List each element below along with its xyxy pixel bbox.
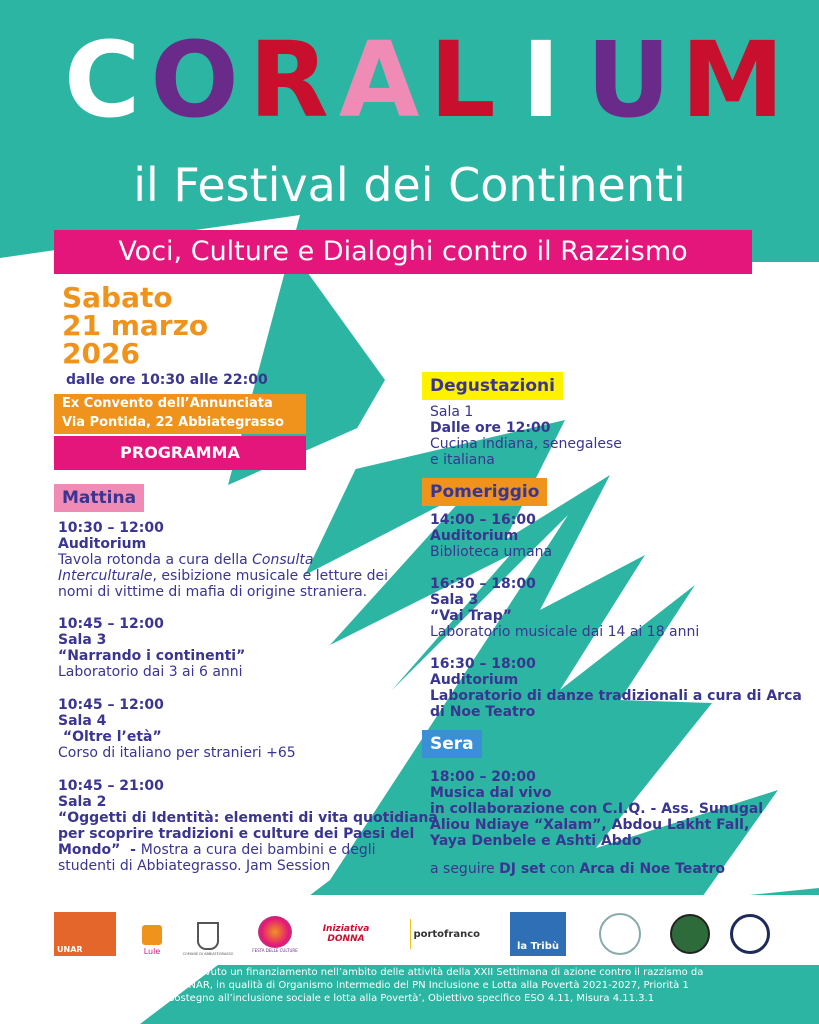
- title-letter: R: [248, 19, 333, 141]
- event-time: Dalle ore 12:00: [430, 420, 551, 436]
- sera-event: [430, 769, 763, 849]
- desc-italic: Interculturale: [58, 568, 153, 584]
- mattina-event-3: [58, 697, 296, 761]
- portofranco-logo-text: portofranco: [413, 928, 480, 940]
- venue-address: Via Pontida, 22 Abbiategrasso: [62, 415, 284, 430]
- dj-set-label: DJ set: [499, 861, 546, 877]
- festival-subtitle: il Festival dei Continenti: [133, 158, 686, 212]
- after-text: con: [545, 861, 580, 877]
- event-time: 16:30 – 18:00: [430, 576, 536, 592]
- iniziativa-donna-logo: [318, 912, 374, 956]
- event-place: Auditorium: [430, 672, 519, 688]
- venue-text: [62, 394, 284, 432]
- after-text: a seguire: [430, 861, 500, 877]
- event-description: Cucina indiana, senegalese: [430, 436, 622, 452]
- event-title: Musica dal vivo: [430, 785, 552, 801]
- event-time: 10:45 – 12:00: [58, 697, 164, 713]
- green-circle-logo: [668, 912, 712, 956]
- event-time: 10:45 – 12:00: [58, 616, 164, 632]
- lule-icon: [142, 925, 162, 945]
- event-title: “Oggetti di Identità: elementi di vita quotidiana: [58, 810, 438, 826]
- festa-logo-text: FESTA DELLE CULTURE: [252, 947, 298, 953]
- desc-italic: Consulta: [252, 552, 314, 568]
- title-part: Mondo” -: [58, 842, 141, 858]
- sera-header: Sera: [422, 730, 482, 758]
- title-letter: U: [586, 19, 675, 141]
- comune-logo: [182, 912, 234, 956]
- date-weekday: Sabato: [62, 281, 173, 314]
- desc-part: Mostra a cura dei bambini e degli: [140, 842, 376, 858]
- event-description: in collaborazione con C.I.Q. - Ass. Sunugal: [430, 801, 764, 817]
- date-year: 2026: [62, 337, 140, 370]
- event-description: Aliou Ndiaye “Xalam”, Abdou Lakht Fall,: [430, 817, 750, 833]
- navy-circle-logo: [730, 912, 770, 956]
- tagline-text: Voci, Culture e Dialoghi contro il Razzismo: [118, 236, 688, 267]
- la-tribu-logo-text: la Tribù: [516, 941, 560, 952]
- event-place: Sala 3: [58, 632, 107, 648]
- title-letter: M: [680, 19, 789, 141]
- event-title: di Noe Teatro: [430, 704, 536, 720]
- event-description: nomi di vittime di mafia di origine straniera.: [58, 584, 368, 600]
- event-place: Auditorium: [58, 536, 147, 552]
- funding-disclaimer: [0, 966, 819, 1005]
- event-description: Laboratorio musicale dai 14 ai 18 anni: [430, 624, 700, 640]
- mattina-header: Mattina: [54, 484, 144, 512]
- degustazioni-header: Degustazioni: [422, 372, 563, 400]
- event-place: Sala 2: [58, 794, 107, 810]
- degustazioni-event: [430, 404, 622, 468]
- title-letter: O: [150, 19, 243, 141]
- unar-logo-text: UNAR: [57, 945, 83, 954]
- event-description: Yaya Denbele e Ashti Abdo: [430, 833, 642, 849]
- mattina-event-1: [58, 520, 388, 600]
- comune-logo-text: COMUNE DI ABBIATEGRASSO: [182, 952, 234, 956]
- event-title: per scoprire tradizioni e culture dei Paesi del: [58, 826, 415, 842]
- dj-set-host: Arca di Noe Teatro: [579, 861, 725, 877]
- event-time: 10:45 – 21:00: [58, 778, 164, 794]
- event-place: Sala 4: [58, 713, 107, 729]
- wreath-icon: [599, 913, 641, 955]
- desc-part: , esibizione musicale e letture dei: [152, 568, 388, 584]
- disclaimer-line: parte dell’UNAR, in qualità di Organismo Intermedio del PN Inclusione e Lotta alla Povertà 2021-2027, Priorità 1: [130, 980, 689, 991]
- title-letter: L: [429, 19, 500, 141]
- pomeriggio-event-1: [430, 512, 552, 560]
- venue-name: Ex Convento dell’Annunciata: [62, 396, 273, 411]
- event-description: [58, 552, 388, 568]
- activities-line: INTERCULTURALE, CIBO E ASSAGGI DAL MONDO,: [408, 309, 748, 324]
- event-title-line: [58, 842, 438, 858]
- sera-after: [430, 861, 725, 877]
- disclaimer-line: Il progetto ha ricevuto un finanziamento nell’ambito delle attività della XXII Settimana di azione contro il razzismo da: [115, 967, 704, 978]
- festa-culture-logo: [250, 912, 300, 956]
- navy-seal-icon: [730, 914, 770, 954]
- activities-line: CONCERTI, LABORATORI, TAVOLA ROTONDA: [408, 291, 715, 306]
- pomeriggio-event-2: [430, 576, 699, 640]
- festival-title: [64, 19, 794, 141]
- event-title: “Vai Trap”: [430, 608, 512, 624]
- green-seal-icon: [670, 914, 710, 954]
- event-time: 18:00 – 20:00: [430, 769, 536, 785]
- event-description: Biblioteca umana: [430, 544, 553, 560]
- event-description: studenti di Abbiategrasso. Jam Session: [58, 858, 331, 874]
- event-place: Auditorium: [430, 528, 519, 544]
- pomeriggio-event-3: [430, 656, 802, 720]
- mattina-event-4: [58, 778, 438, 874]
- activities-line: DANZE POPOLARI, BIBLIOTECA UMANA, ARTE: [408, 327, 726, 342]
- event-title: Laboratorio di danze tradizionali a cura di Arca: [430, 688, 802, 704]
- lule-logo-text: Lule: [143, 947, 161, 956]
- activities-line: ED ESPERIENZE CONTRO IL RAZZISMO.: [408, 345, 681, 360]
- event-title: “Narrando i continenti”: [58, 648, 246, 664]
- event-time: 14:00 – 16:00: [430, 512, 536, 528]
- lule-logo: [136, 912, 168, 956]
- title-letter: I: [521, 19, 565, 141]
- event-time: 10:30 – 12:00: [58, 520, 164, 536]
- event-place: Sala 3: [430, 592, 479, 608]
- crest-icon: [197, 922, 219, 950]
- la-tribu-logo: [510, 912, 566, 956]
- disclaimer-line: ‘Sostegno all’inclusione sociale e lotta alla Povertà’, Obiettivo specifico ESO 4.11, Misura 4.11.3.1: [164, 993, 655, 1004]
- event-hours: dalle ore 10:30 alle 22:00: [66, 372, 268, 388]
- event-description: Corso di italiano per stranieri +65: [58, 745, 296, 761]
- event-time: 16:30 – 18:00: [430, 656, 536, 672]
- pomeriggio-header: Pomeriggio: [422, 478, 547, 506]
- programma-label: PROGRAMMA: [120, 443, 240, 462]
- title-letter: C: [64, 19, 145, 141]
- event-title: “Oltre l’età”: [58, 729, 162, 745]
- tree-icon: [258, 916, 292, 948]
- event-place: Sala 1: [430, 404, 474, 420]
- desc-part: Tavola rotonda a cura della: [58, 552, 253, 568]
- event-date: [62, 281, 209, 370]
- unar-logo: [54, 912, 116, 956]
- event-description: e italiana: [430, 452, 495, 468]
- event-description: [58, 568, 388, 584]
- mattina-event-2: [58, 616, 245, 680]
- title-letter: A: [338, 19, 424, 141]
- activities-list: [408, 290, 748, 362]
- wreath-logo: [598, 912, 642, 956]
- event-description: Laboratorio dai 3 ai 6 anni: [58, 664, 243, 680]
- iniziativa-logo-text: Iniziativa DONNA: [322, 924, 370, 944]
- portofranco-logo: [410, 912, 480, 956]
- date-day-month: 21 marzo: [62, 309, 209, 342]
